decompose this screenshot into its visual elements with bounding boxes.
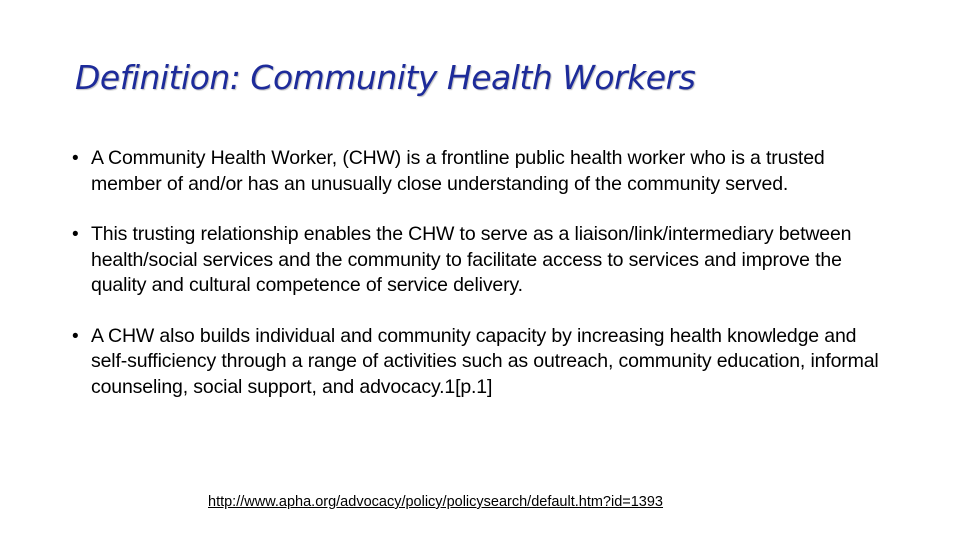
source-link[interactable]: http://www.apha.org/advocacy/policy/policysearch/default.htm?id=1393 (208, 494, 664, 510)
bullet-icon: • (72, 224, 79, 245)
bullet-list (72, 146, 892, 400)
bullet-icon: • (72, 325, 79, 347)
bullet-text: A CHW also builds individual and community capacity by increasing health knowledge and self-sufficiency through a range of activities such as outreach, community education, informal counseling, social support, and advocacy.1[p.1] (91, 324, 879, 398)
bullet-text: This trusting relationship enables the CHW to serve as a liaison/link/intermediary between health/social services and the community to facilitate access to services and improve the quality and cultural competence of service delivery. (91, 223, 852, 296)
bullet-text: A Community Health Worker, (CHW) is a frontline public health worker who is a trusted member of and/or has an unusually close understanding of the community served. (91, 147, 825, 195)
bullet-item (72, 146, 892, 197)
bullet-item (72, 324, 892, 401)
slide-title: Definition: Community Health Workers (75, 58, 696, 97)
bullet-icon: • (72, 148, 79, 169)
bullet-item (72, 222, 892, 299)
